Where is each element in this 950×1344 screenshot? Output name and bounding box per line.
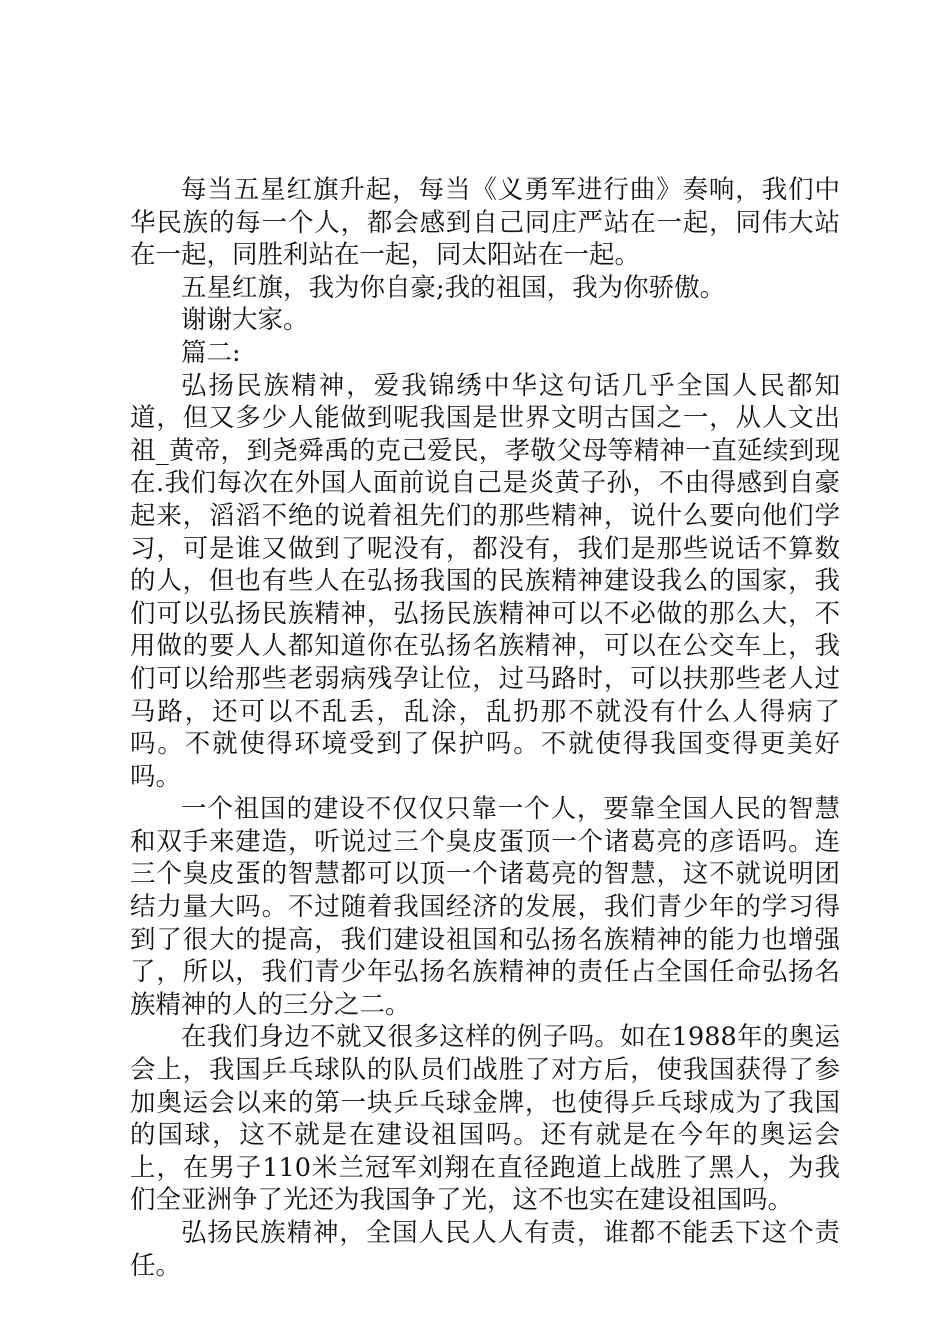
paragraph-pride: 五星红旗，我为你自豪;我的祖国，我为你骄傲。 xyxy=(181,272,726,303)
paragraph-examples: 在我们身边不就又很多这样的例子吗。如在1988年的奥运会上，我国乒乓球队的队员们战胜了对方后，使我国获得了参加奥运会以来的第一块乒乓球金牌，也使得乒乓球成为了我国的国球，这不就是在建设祖国吗。还有就是在今年的奥运会上，在男子110米兰冠军刘翔在直径跑道上战胜了黑人，为我们全亚洲争了光还为我国争了光，这不也实在建设祖国吗。 xyxy=(130,1022,840,1216)
section-heading-part-two: 篇二: xyxy=(181,337,241,368)
paragraph-national-spirit: 弘扬民族精神，爱我锦绣中华这句话几乎全国人民都知道，但又多少人能做到呢我国是世界文明古国之一，从人文出祖_黄帝，到尧舜禹的克己爱民，孝敬父母等精神一直延续到现在.我们每次在外国人面前说自己是炎黄子孙，不由得感到自豪起来，滔滔不绝的说着祖先们的那些精神，说什么要向他们学习，可是谁又做到了呢没有，都没有，我们是那些说话不算数的人，但也有些人在弘扬我国的民族精神建设我么的国家，我们可以弘扬民族精神，弘扬民族精神可以不必做的那么大，不用做的要人人都知道你在弘扬名族精神，可以在公交车上，我们可以给那些老弱病残孕让位，过马路时，可以扶那些老人过马路，还可以不乱丢，乱涂，乱扔那不就没有什么人得病了吗。不就使得环境受到了保护吗。不就使得我国变得更美好吗。 xyxy=(130,370,840,792)
paragraph-responsibility: 弘扬民族精神，全国人民人人有责，谁都不能丢下这个责任。 xyxy=(130,1218,840,1281)
paragraph-thanks: 谢谢大家。 xyxy=(181,305,309,336)
paragraph-unity: 一个祖国的建设不仅仅只靠一个人，要靠全国人民的智慧和双手来建造，听说过三个臭皮蛋顶一个诸葛亮的彦语吗。连三个臭皮蛋的智慧都可以顶一个诸葛亮的智慧，这不就说明团结力量大吗。不过随着我国经济的发展，我们青少年的学习得到了很大的提高，我们建设祖国和弘扬名族精神的能力也增强了，所以，我们青少年弘扬名族精神的责任占全国任命弘扬名族精神的人的三分之二。 xyxy=(130,794,840,1020)
document-page xyxy=(130,174,840,1282)
paragraph-flag-anthem: 每当五星红旗升起，每当《义勇军进行曲》奏响，我们中华民族的每一个人，都会感到自己同庄严站在一起，同伟大站在一起，同胜利站在一起，同太阳站在一起。 xyxy=(130,175,840,271)
